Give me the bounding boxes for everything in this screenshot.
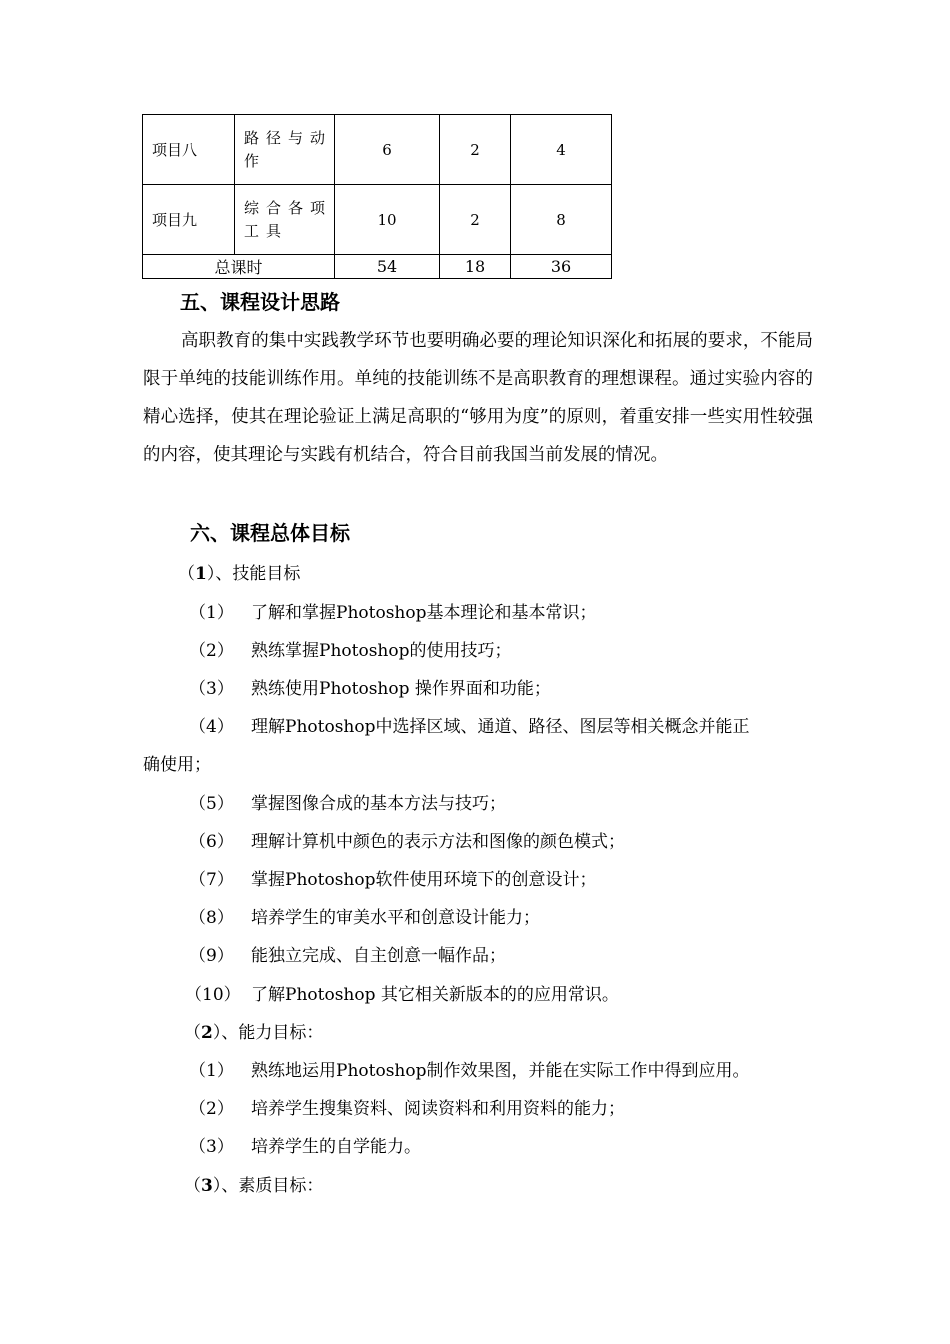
list-item: （1） 熟练地运用Photoshop制作效果图，并能在实际工作中得到应用。: [189, 1061, 750, 1081]
table-row: [143, 115, 612, 185]
list-item: （5） 掌握图像合成的基本方法与技巧；: [189, 794, 506, 814]
total-label-cell: 总课时: [143, 255, 335, 279]
ability-goal-label: （2）、能力目标：: [184, 1023, 324, 1043]
list-item: （9） 能独立完成、自主创意一幅作品；: [189, 946, 506, 966]
practice-hours-cell: 4: [511, 115, 612, 185]
content-cell: 综合各项工具: [235, 185, 335, 255]
list-item-continuation: 确使用；: [143, 755, 211, 775]
section-heading-design: 五、课程设计思路: [180, 290, 340, 314]
theory-hours-cell: 2: [440, 115, 511, 185]
total-hours-cell: 10: [335, 185, 440, 255]
theory-hours-cell: 2: [440, 185, 511, 255]
item-cell: 项目八: [143, 115, 235, 185]
list-item: （1） 了解和掌握Photoshop基本理论和基本常识；: [189, 603, 597, 623]
list-item: （3） 培养学生的自学能力。: [189, 1137, 421, 1157]
list-item: （8） 培养学生的审美水平和创意设计能力；: [189, 908, 540, 928]
total-hours-cell: 6: [335, 115, 440, 185]
section-heading-goals: 六、课程总体目标: [190, 521, 350, 545]
list-item: （6） 理解计算机中颜色的表示方法和图像的颜色模式；: [189, 832, 625, 852]
list-item: （2） 熟练掌握Photoshop的使用技巧；: [189, 641, 512, 661]
list-item: （2） 培养学生搜集资料、阅读资料和利用资料的能力；: [189, 1099, 625, 1119]
table-total-row: [143, 255, 612, 279]
total-hours-cell: 54: [335, 255, 440, 279]
quality-goal-label: （3）、素质目标：: [184, 1176, 324, 1196]
item-cell: 项目九: [143, 185, 235, 255]
list-item: （7） 掌握Photoshop软件使用环境下的创意设计；: [189, 870, 597, 890]
list-item: （3） 熟练使用Photoshop 操作界面和功能；: [189, 679, 551, 699]
design-paragraph: 高职教育的集中实践教学环节也要明确必要的理论知识深化和拓展的要求，不能局限于单纯的技能训练作用。单纯的技能训练不是高职教育的理想课程。通过实验内容的精心选择，使其在理论验证上满足高职的“够用为度”的原则，着重安排一些实用性较强的内容，使其理论与实践有机结合，符合目前我国当前发展的情况。: [143, 331, 813, 465]
skill-goal-label: （1）、技能目标: [178, 564, 301, 584]
theory-hours-cell: 18: [440, 255, 511, 279]
content-cell: 路径与动作: [235, 115, 335, 185]
table-row: [143, 185, 612, 255]
list-item: （4） 理解Photoshop中选择区域、通道、路径、图层等相关概念并能正: [189, 717, 750, 737]
list-item: （10） 了解Photoshop 其它相关新版本的的应用常识。: [185, 985, 619, 1005]
course-hours-table: [142, 114, 612, 279]
practice-hours-cell: 8: [511, 185, 612, 255]
practice-hours-cell: 36: [511, 255, 612, 279]
